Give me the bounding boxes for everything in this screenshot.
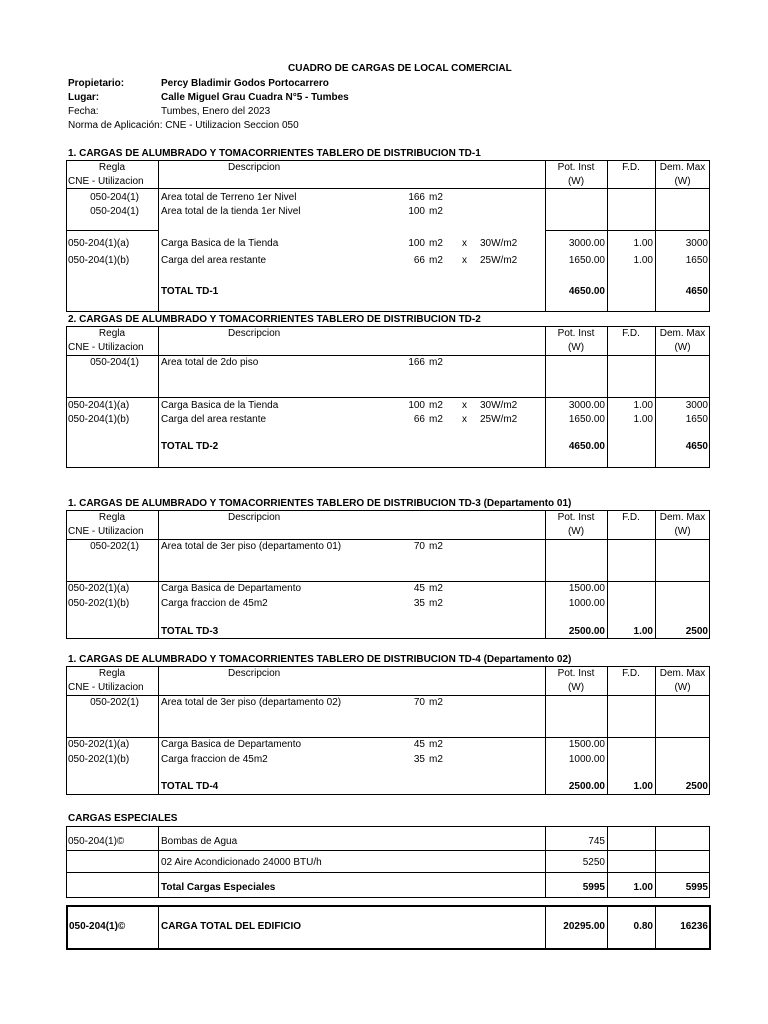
td2-header-pot: Pot. Inst — [557, 328, 595, 339]
td1-header-cne: CNE - Utilizacion — [68, 176, 144, 187]
td3-header-pot: Pot. Inst — [557, 512, 595, 523]
td1-header-dem: Dem. Max — [659, 162, 706, 173]
td3-header-regla: Regla — [98, 512, 126, 523]
td2-header-fd: F.D. — [622, 328, 640, 339]
td1-header-fd: F.D. — [622, 162, 640, 173]
td3-header-cne: CNE - Utilizacion — [68, 526, 144, 537]
td2-header-cne: CNE - Utilizacion — [68, 342, 144, 353]
td3-header-fd: F.D. — [622, 512, 640, 523]
td4-header-dem: Dem. Max — [659, 668, 706, 679]
td4-header-dem-unit: (W) — [674, 682, 691, 693]
td4-header-pot-unit: (W) — [567, 682, 585, 693]
td1-header-pot-unit: (W) — [567, 176, 585, 187]
owner-value: Percy Bladimir Godos Portocarrero — [161, 78, 329, 89]
td4-heading: 1. CARGAS DE ALUMBRADO Y TOMACORRIENTES TABLERO DE DISTRIBUCION TD-4 (Departamento 02) — [68, 654, 572, 665]
td3-header-dem: Dem. Max — [659, 512, 706, 523]
td4-header-regla: Regla — [98, 668, 126, 679]
td2-header-dem-unit: (W) — [674, 342, 691, 353]
td2-header-dem: Dem. Max — [659, 328, 706, 339]
td1-header-dem-unit: (W) — [674, 176, 691, 187]
td3-heading: 1. CARGAS DE ALUMBRADO Y TOMACORRIENTES TABLERO DE DISTRIBUCION TD-3 (Departamento 01) — [68, 498, 572, 509]
place-value: Calle Miguel Grau Cuadra N°5 - Tumbes — [161, 92, 349, 103]
td3-header-dem-unit: (W) — [674, 526, 691, 537]
date-label: Fecha: — [68, 106, 99, 117]
td1-heading: 1. CARGAS DE ALUMBRADO Y TOMACORRIENTES TABLERO DE DISTRIBUCION TD-1 — [68, 148, 481, 159]
td3-header-descripcion: Descripcion — [228, 512, 281, 523]
norm-text: Norma de Aplicación: CNE - Utilizacion Seccion 050 — [68, 120, 299, 131]
td2-header-descripcion: Descripcion — [228, 328, 281, 339]
td3-header-pot-unit: (W) — [567, 526, 585, 537]
td1-header-pot: Pot. Inst — [557, 162, 595, 173]
td2-header-regla: Regla — [98, 328, 126, 339]
owner-label: Propietario: — [68, 78, 125, 89]
td1-header-descripcion: Descripcion — [228, 162, 281, 173]
place-label: Lugar: — [68, 92, 100, 103]
td1-header-regla: Regla — [98, 162, 126, 173]
date-value: Tumbes, Enero del 2023 — [161, 106, 271, 117]
td4-header-cne: CNE - Utilizacion — [68, 682, 144, 693]
td4-header-pot: Pot. Inst — [557, 668, 595, 679]
td4-header-descripcion: Descripcion — [228, 668, 281, 679]
page-title: CUADRO DE CARGAS DE LOCAL COMERCIAL — [288, 63, 512, 74]
td2-header-pot-unit: (W) — [567, 342, 585, 353]
especiales-heading: CARGAS ESPECIALES — [68, 813, 178, 824]
td2-heading: 2. CARGAS DE ALUMBRADO Y TOMACORRIENTES TABLERO DE DISTRIBUCION TD-2 — [68, 314, 481, 325]
td4-header-fd: F.D. — [622, 668, 640, 679]
